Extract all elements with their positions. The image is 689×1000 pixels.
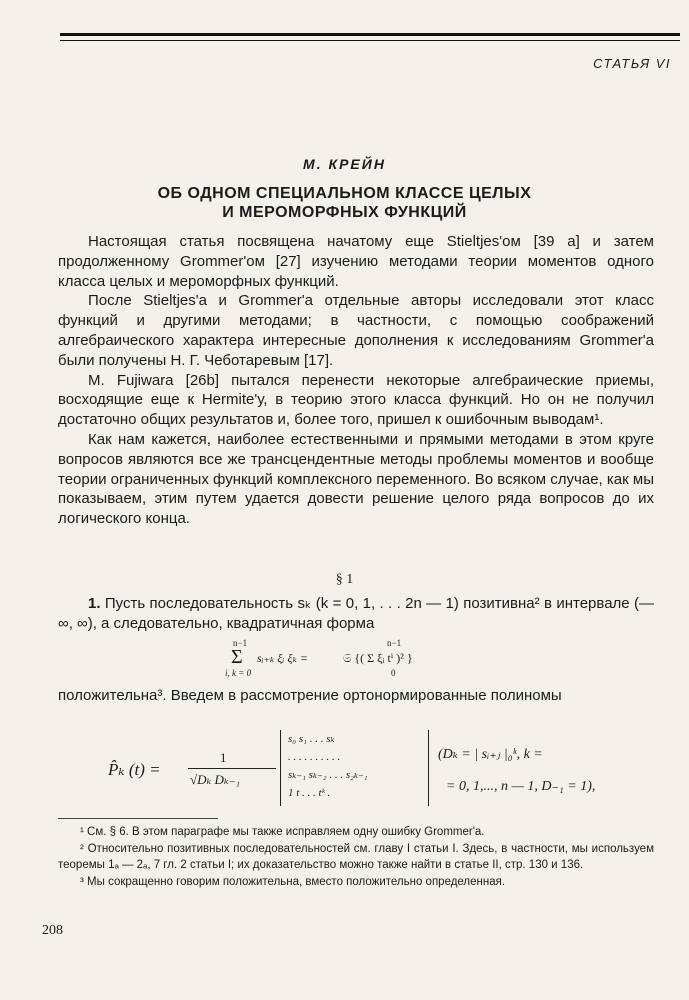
intro-paragraph: M. Fujiwara [26b] пытался перенести некоторые алгебраические приемы, восходящие еще к Hermite'у, в теорию этого класса функций. Но он не получил достаточно общих результатов и, более того, пришел к ошибочным выводам¹. [58, 371, 654, 429]
matrix-row: sₖ₋₁ sₖ₋₂ . . . s₂ₖ₋₁ [288, 769, 368, 781]
top-rule-thin [60, 40, 680, 41]
condition-line-2: = 0, 1,..., n — 1, D₋₁ = 1), [446, 779, 596, 794]
running-header: СТАТЬЯ VI [593, 56, 671, 71]
determinant-bar-right [428, 730, 429, 806]
fraction-bar [188, 768, 276, 769]
footnote-rule [58, 818, 218, 819]
quadratic-term: sᵢ₊ₖ ξᵢ ξₖ = [257, 651, 308, 665]
fraction-denominator: √Dₖ Dₖ₋₁ [190, 772, 241, 787]
matrix-row: s₀ s₁ . . . sₖ [288, 733, 335, 745]
orthonormal-polynomial-formula [108, 730, 668, 810]
determinant-bar-left [280, 730, 281, 806]
inner-sum-lower: 0 [391, 668, 396, 678]
title-line-2: И МЕРОМОРФНЫХ ФУНКЦИЙ [222, 204, 467, 221]
sum-sign-icon: Σ [231, 646, 243, 668]
inner-sum-upper: n−1 [387, 638, 402, 648]
author: М. КРЕЙН [303, 156, 386, 172]
footnotes [58, 824, 654, 890]
sum-upper-limit: n−1 [233, 638, 248, 648]
page-number: 208 [42, 923, 63, 938]
article-title [0, 184, 689, 222]
footnote: ³ Мы сокращенно говорим положительна, вместо положительно определенная. [80, 875, 506, 888]
paragraph-text: Пусть последовательность sₖ (k = 0, 1, . . . 2n — 1) позитивна² в интервале (— ∞, ∞), а следовательно, квадратичная форма [58, 595, 654, 632]
intro-paragraph: Как нам кажется, наиболее естественными и прямыми методами в этом круге вопросов являются все же трансцендентные методы проблемы моментов и вообще теории ограниченных функций комплексного переменного. Во всяком случае, как мы показываем, этим путем удается довести решение целого ряда вопросов до их логического конца. [58, 430, 654, 528]
matrix-row: . . . . . . . . . . [288, 751, 341, 763]
fraction-numerator: 1 [220, 750, 227, 765]
condition-line-1: (Dₖ = | sᵢ₊ⱼ |₀ᵏ, k = [438, 747, 543, 762]
section-heading: § 1 [335, 572, 354, 587]
footnote: ² Относительно позитивных последовательностей см. главу I статьи I. Здесь, в частности, мы используем теоремы 1ₐ — 2ₐ, 7 гл. 2 статьи I; их доказательство можно также найти в статье II, стр. 130 и 136. [58, 842, 654, 871]
quadratic-rhs: 𝔖 {( Σ ξᵢ tⁱ )² } [343, 651, 413, 665]
title-line-1: ОБ ОДНОМ СПЕЦИАЛЬНОМ КЛАССЕ ЦЕЛЫХ [157, 185, 532, 202]
intro-paragraph: После Stieltjes'а и Grommer'а отдельные авторы исследовали этот класс функций и другими методами; в частности, с помощью соображений алгебраического характера интересные дополнения к исследованиям Grommer'а были получены Н. Г. Чеботаревым [17]. [58, 292, 654, 369]
polynomial-lhs: P̂ₖ (t) = [108, 760, 161, 779]
footnote: ¹ См. § 6. В этом параграфе мы также исправляем одну ошибку Grommer'а. [80, 826, 485, 838]
matrix-row: 1 t . . . tᵏ . [288, 787, 331, 799]
top-rule-thick [60, 33, 680, 36]
section-paragraph-1 [58, 594, 654, 634]
intro-text [58, 232, 654, 529]
intro-paragraph: Настоящая статья посвящена начатому еще Stieltjes'ом [39 a] и затем продолженному Grommer'ом [27] изучению методами теории моментов одного класса целых и мероморфных функций. [58, 233, 654, 290]
continuation-paragraph: положительна³. Введем в рассмотрение ортонормированные полиномы [58, 687, 562, 704]
paragraph-number: 1. [88, 595, 101, 612]
determinant-matrix [288, 730, 428, 806]
sum-lower-limit: i, k = 0 [225, 668, 252, 678]
quadratic-form-formula [225, 638, 485, 682]
